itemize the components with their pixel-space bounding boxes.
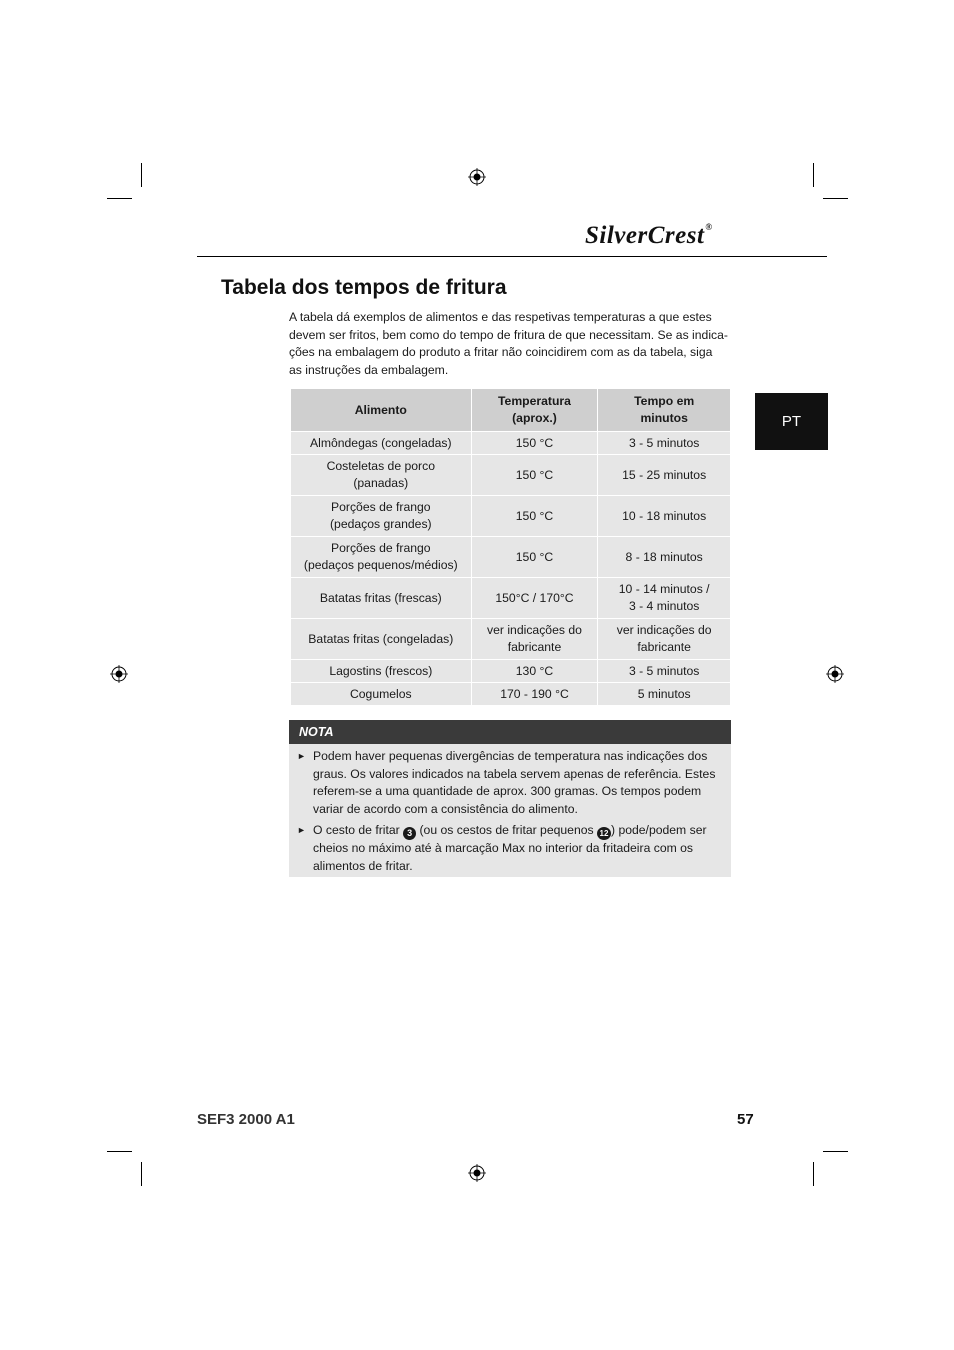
language-tab: PT: [755, 393, 828, 450]
header-time: Tempo em minutos: [598, 389, 731, 432]
crop-mark: [141, 1162, 142, 1186]
temperature-cell: 170 - 190 °C: [471, 683, 598, 706]
crop-mark: [107, 1151, 132, 1152]
table-row: [291, 619, 731, 660]
header-food: Alimento: [291, 389, 472, 432]
food-cell: Batatas fritas (congeladas): [291, 619, 472, 660]
crop-mark: [813, 1162, 814, 1186]
header-divider: [197, 256, 827, 257]
note-item: ► Podem haver pequenas divergências de temperatura nas indicações dos graus. Os valores indicados na tabela servem apenas de referência. Estes referem-se a uma quantidade de aprox. 300 gramas. Os tempos podem variar de acordo com a consistência do alimento.: [297, 749, 716, 816]
crop-mark: [813, 163, 814, 187]
food-cell: Batatas fritas (frescas): [291, 578, 472, 619]
registration-mark-icon: [468, 1164, 486, 1182]
food-cell: Costeletas de porco (panadas): [291, 455, 472, 496]
intro-paragraph: [289, 309, 731, 379]
header-temperature: Temperatura (aprox.): [471, 389, 598, 432]
table-row: [291, 537, 731, 578]
note-heading: NOTA: [289, 720, 731, 744]
frying-times-table: [290, 388, 731, 706]
time-cell: 8 - 18 minutos: [598, 537, 731, 578]
note-box: [289, 720, 731, 877]
model-number: SEF3 2000 A1: [197, 1111, 295, 1128]
registration-mark-icon: [110, 665, 128, 683]
intro-line: as instruções da embalagem.: [289, 362, 449, 377]
temperature-cell: 150°C / 170°C: [471, 578, 598, 619]
time-cell: 10 - 18 minutos: [598, 496, 731, 537]
crop-mark: [823, 1151, 848, 1152]
intro-line: devem ser fritos, bem como do tempo de fritura de que necessitam. Se as indica-: [289, 327, 728, 342]
intro-line: ções na embalagem do produto a fritar não coincidirem com as da tabela, siga: [289, 345, 713, 359]
temperature-cell: 130 °C: [471, 660, 598, 683]
part-number-badge: 3: [403, 827, 416, 840]
crop-mark: [107, 198, 132, 199]
time-cell: 5 minutos: [598, 683, 731, 706]
page-title: Tabela dos tempos de fritura: [221, 276, 507, 299]
page-number: 57: [737, 1111, 754, 1128]
time-cell: 10 - 14 minutos / 3 - 4 minutos: [598, 578, 731, 619]
table-row: [291, 683, 731, 706]
time-cell: 15 - 25 minutos: [598, 455, 731, 496]
temperature-cell: ver indicações do fabricante: [471, 619, 598, 660]
temperature-cell: 150 °C: [471, 496, 598, 537]
brand-logo: SilverCrest®: [585, 222, 713, 249]
food-cell: Porções de frango (pedaços grandes): [291, 496, 472, 537]
table-row: [291, 660, 731, 683]
food-cell: Lagostins (frescos): [291, 660, 472, 683]
food-cell: Porções de frango (pedaços pequenos/médios): [291, 537, 472, 578]
table-row: [291, 578, 731, 619]
intro-line: A tabela dá exemplos de alimentos e das respetivas temperaturas a que estes: [289, 310, 712, 324]
table-header-row: [291, 389, 731, 432]
temperature-cell: 150 °C: [471, 537, 598, 578]
registration-mark-icon: [468, 168, 486, 186]
crop-mark: [823, 198, 848, 199]
time-cell: 3 - 5 minutos: [598, 660, 731, 683]
registration-mark-icon: [826, 665, 844, 683]
table-row: [291, 455, 731, 496]
table-row: [291, 496, 731, 537]
food-cell: Cogumelos: [291, 683, 472, 706]
temperature-cell: 150 °C: [471, 455, 598, 496]
part-number-badge: 12: [597, 827, 611, 840]
food-cell: Almôndegas (congeladas): [291, 432, 472, 455]
note-item: ► O cesto de fritar 3 (ou os cestos de fritar pequenos 12 ) pode/podem ser cheios no máximo até à marcação Max no interior da fritadeira com os alimentos de fritar.: [297, 823, 707, 873]
time-cell: 3 - 5 minutos: [598, 432, 731, 455]
time-cell: ver indicações do fabricante: [598, 619, 731, 660]
table-row: [291, 432, 731, 455]
bullet-arrow-icon: ►: [297, 751, 306, 761]
temperature-cell: 150 °C: [471, 432, 598, 455]
bullet-arrow-icon: ►: [297, 825, 306, 835]
crop-mark: [141, 163, 142, 187]
